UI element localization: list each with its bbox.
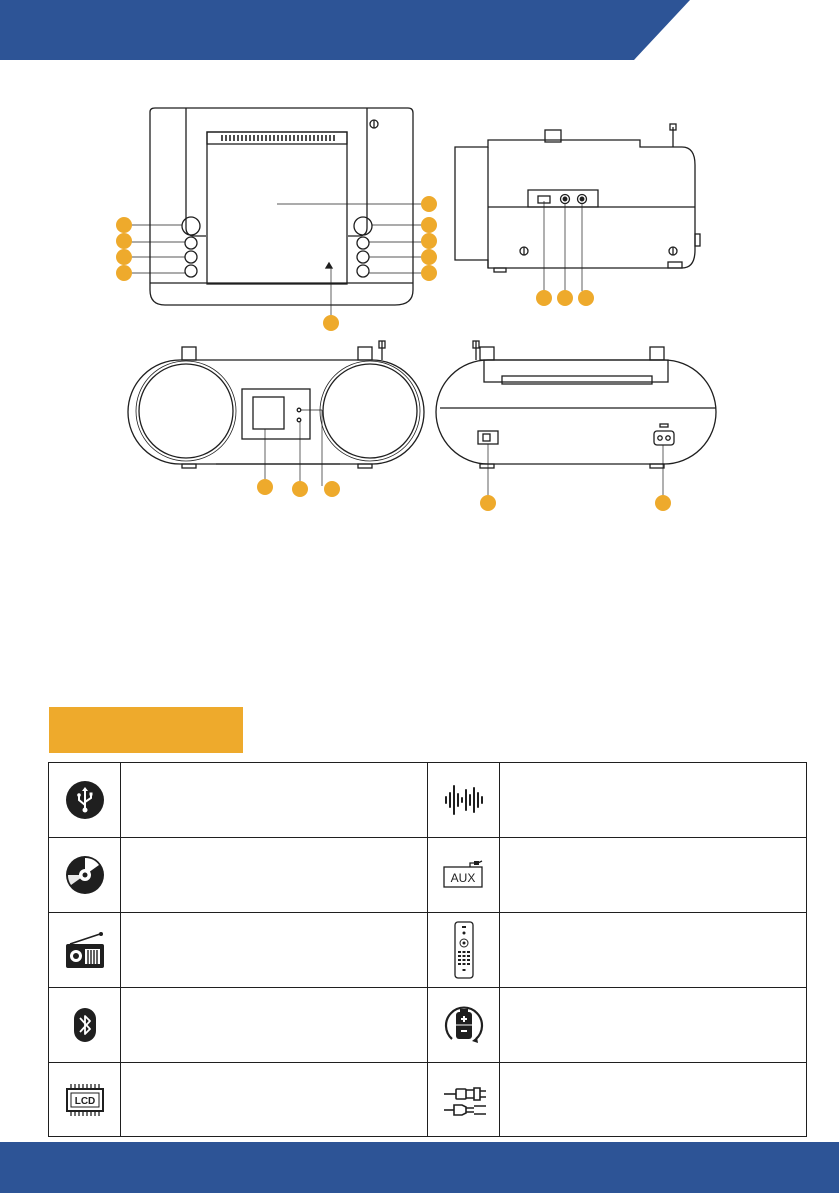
- icon-cell: [49, 913, 121, 988]
- feature-label: [500, 988, 807, 1063]
- table-row: [49, 763, 807, 838]
- battery-icon: [442, 1003, 486, 1047]
- table-row: [49, 913, 807, 988]
- front-view: [128, 341, 424, 486]
- icon-cell: [49, 763, 121, 838]
- cd-disc-icon: [65, 855, 105, 895]
- bluetooth-icon: [70, 1005, 100, 1045]
- icon-cell: [428, 913, 500, 988]
- icon-cell: [428, 1063, 500, 1137]
- side-view: [455, 124, 700, 291]
- table-row: [49, 988, 807, 1063]
- remote-control-icon: [449, 920, 479, 980]
- feature-label: [121, 913, 428, 988]
- icon-cell: [428, 988, 500, 1063]
- feature-label: [121, 988, 428, 1063]
- table-row: [49, 838, 807, 913]
- feature-label: [121, 1063, 428, 1137]
- sound-wave-icon: [442, 780, 486, 820]
- product-diagram: [0, 60, 839, 520]
- back-view: [436, 341, 716, 496]
- feature-label: [500, 838, 807, 913]
- feature-label: [121, 838, 428, 913]
- power-plug-icon: [440, 1080, 488, 1120]
- table-row: [49, 1063, 807, 1137]
- features-table: [48, 762, 807, 1137]
- icon-cell: [49, 1063, 121, 1137]
- aux-text: AUX: [450, 871, 475, 885]
- aux-icon: [440, 857, 488, 893]
- feature-label: [500, 913, 807, 988]
- top-view: [131, 108, 422, 316]
- usb-icon: [65, 780, 105, 820]
- icon-cell: [49, 988, 121, 1063]
- feature-label: [121, 763, 428, 838]
- icon-cell: [49, 838, 121, 913]
- footer-band: [0, 1142, 839, 1193]
- lcd-text: LCD: [74, 1095, 95, 1107]
- icon-cell: [428, 838, 500, 913]
- feature-label: [500, 763, 807, 838]
- features-tab: [49, 707, 243, 753]
- header-band: [0, 0, 839, 60]
- icon-cell: [428, 763, 500, 838]
- lcd-icon: [63, 1082, 107, 1118]
- feature-label: [500, 1063, 807, 1137]
- radio-icon: [62, 930, 108, 970]
